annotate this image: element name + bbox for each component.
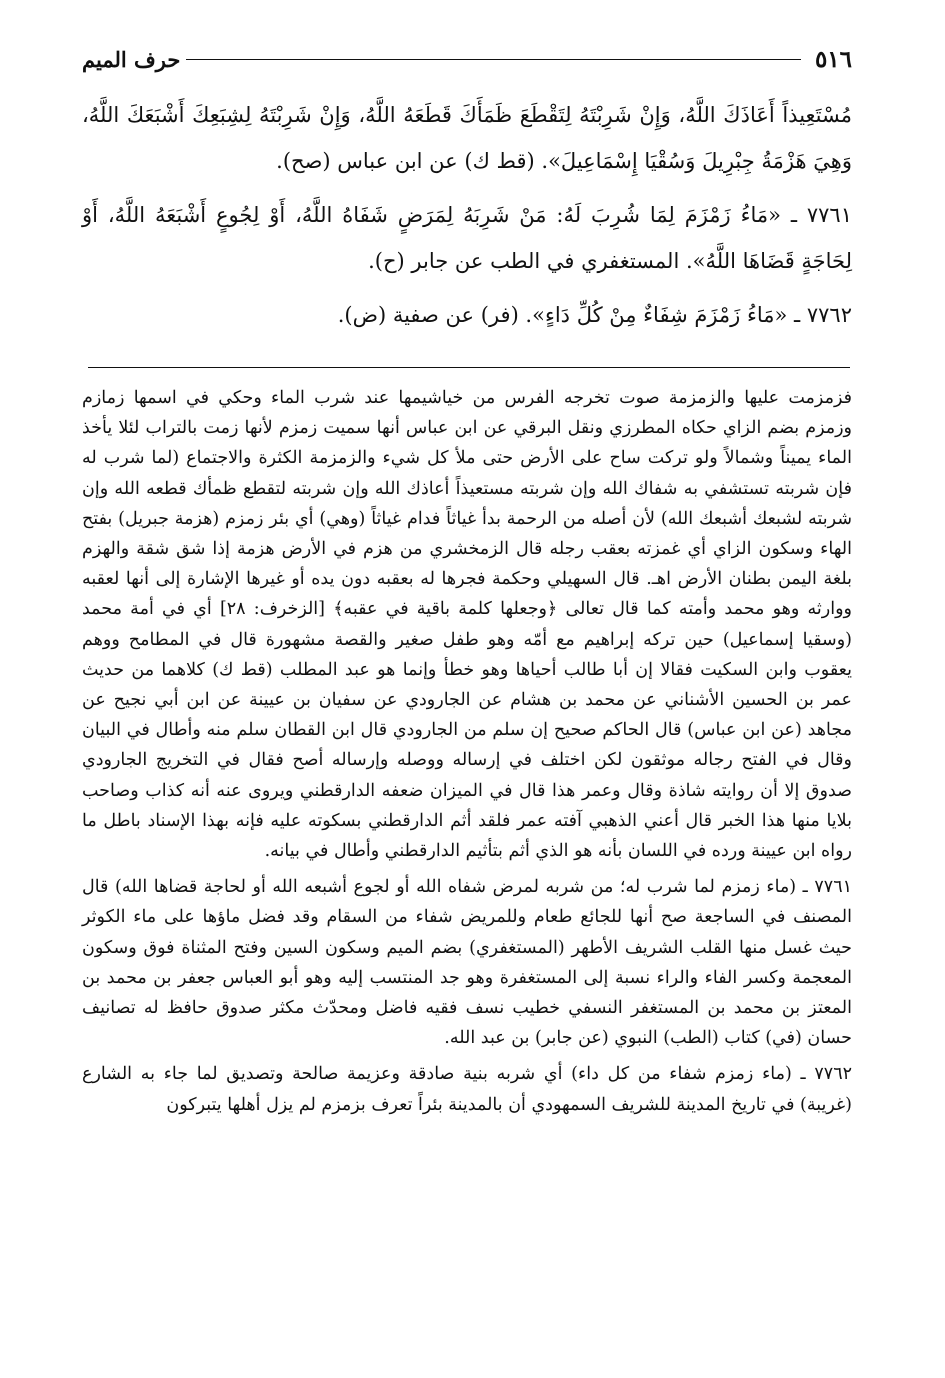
commentary-section bbox=[82, 383, 852, 1126]
hadith-7762: ٧٧٦٢ ـ «مَاءُ زَمْزَمَ شِفَاءٌ مِنْ كُلِّ دَاءٍ». (فر) عن صفية (ض). bbox=[337, 303, 852, 327]
section-separator bbox=[88, 367, 850, 368]
commentary-7761: ٧٧٦١ ـ (ماء زمزم لما شرب له؛ من شربه لمرض شفاه الله أو لجوع أشبعه الله أو لحاجة قضاها الله) قال المصنف في الساجعة صح أنها للجائع طعام وللمريض شفاء من السقام وقد فضل ماؤها على ماء الكوثر حيث غسل منها القلب الشريف الأطهر (المستغفري) بضم الميم وسكون السين وفتح المثناة فوق وسكون المعجمة وكسر الفاء والراء نسبة إلى المستغفرة وهو جد المنتسب إليه وهو أبو العباس جعفر بن محمد بن المعتز بن محمد بن المستغفر النسفي خطيب نسف فقيه فاضل ومحدّث مكثر صدوق حافظ له تصانيف حسان (في) كتاب (الطب) النبوي (عن جابر) بن عبد الله. bbox=[82, 877, 852, 1049]
chapter-title: حرف الميم bbox=[82, 46, 181, 72]
page-header bbox=[82, 42, 852, 76]
page-number: ٥١٦ bbox=[814, 45, 852, 73]
hadith-continuation: مُسْتَعِيذاً أَعَاذَكَ اللَّهُ، وَإِنْ شَرِبْتَهُ لِتَقْطَعَ ظَمَأَكَ قَطَعَهُ اللَّهُ، وَإِنْ شَرِبْتَهُ لِشِبَعِكَ أَشْبَعَكَ اللَّهُ، وَهِيَ هَزْمَةُ جِبْرِيلَ وَسُقْيَا إِسْمَاعِيلَ». (قط ك) عن ابن عباس (صح). bbox=[82, 103, 852, 173]
hadith-7761: ٧٧٦١ ـ «مَاءُ زَمْزَمَ لِمَا شُرِبَ لَهُ: مَنْ شَرِبَهُ لِمَرَضٍ شَفَاهُ اللَّهُ، أَوْ لِجُوعٍ أَشْبَعَهُ اللَّهُ، أَوْ لِحَاجَةٍ قَضَاهَا اللَّهُ». المستغفري في الطب عن جابر (ح). bbox=[82, 203, 852, 273]
hadith-section bbox=[82, 92, 852, 346]
commentary-paragraph: فزمزمت عليها والزمزمة صوت تخرجه الفرس من خياشيمها عند شرب الماء وحكي في اسمها زمازم وزمزم بضم الزاي حكاه المطرزي ونقل البرقي عن ابن عباس أنها سميت زمزم لأنها زمت بالتراب لئلا يأخذ الماء يميناً وشمالاً ولو تركت ساح على الأرض حتى ملأ كل شيء والزمزمة الكثرة والاجتماع (لما شرب له فإن شربته تستشفي به شفاك الله وإن شربته مستعيذاً أعاذك الله وإن شربته لتقطع ظمأك قطعه الله وإن شربته لشبعك أشبعك الله) لأن أصله من الرحمة بدأ غياثاً فدام غياثاً (وهي) أي بئر زمزم (هزمة جبريل) بفتح الهاء وسكون الزاي أي غمزته بعقب رجله قال الزمخشري من هزم في الأرض هزمة إذا شق شقة والهزم بلغة اليمن بطنان الأرض اهـ. قال السهيلي وحكمة فجرها له بعقبه دون يده أو غيرها الإشارة إلى أنها لعقبه ووارثه وهو محمد وأمته كما قال تعالى ﴿وجعلها كلمة باقية في عقبه﴾ [الزخرف: ٢٨] أي في أمة محمد (وسقيا إسماعيل) حين تركه إبراهيم مع أمّه وهو طفل صغير والقصة مشهورة قال في المطامح ووهم يعقوب وابن السكيت فقالا إن أبا طالب أحياها وهو خطأ وإنما هو عبد المطلب (قط ك) كلاهما من حديث عمر بن الحسين الأشناني عن محمد بن هشام عن الجارودي عن سفيان بن عيينة عن ابن أبي نجيح عن مجاهد (عن ابن عباس) قال الحاكم صحيح إن سلم من الجارودي قال ابن القطان سلم منه وأطال في البيان وقال في الفتح رجاله موثقون لكن اختلف في إرساله ووصله وإرساله أصح فقال في التخريج الجارودي صدوق إلا أن روايته شاذة وقال وعمر هذا قال في الميزان ضعفه الدارقطني ويروى عنه أنه كذاب وصاحب بلايا منها هذا الخبر قال أعني الذهبي آفته عمر فلقد أثم الدارقطني بسكوته عليه فإنه بهذا الإسناد باطل ما رواه ابن عيينة ورده في اللسان بأنه هو الذي أثم بتأثيم الدارقطني وأطال في بيانه. bbox=[82, 388, 852, 862]
header-rule bbox=[186, 59, 801, 60]
commentary-7762: ٧٧٦٢ ـ (ماء زمزم شفاء من كل داء) أي شربه بنية صادقة وعزيمة صالحة وتصديق لما جاء به الشارع (غريبة) في تاريخ المدينة للشريف السمهودي أن بالمدينة بئراً تعرف بزمزم لم يزل أهلها يتبركون bbox=[82, 1064, 852, 1115]
